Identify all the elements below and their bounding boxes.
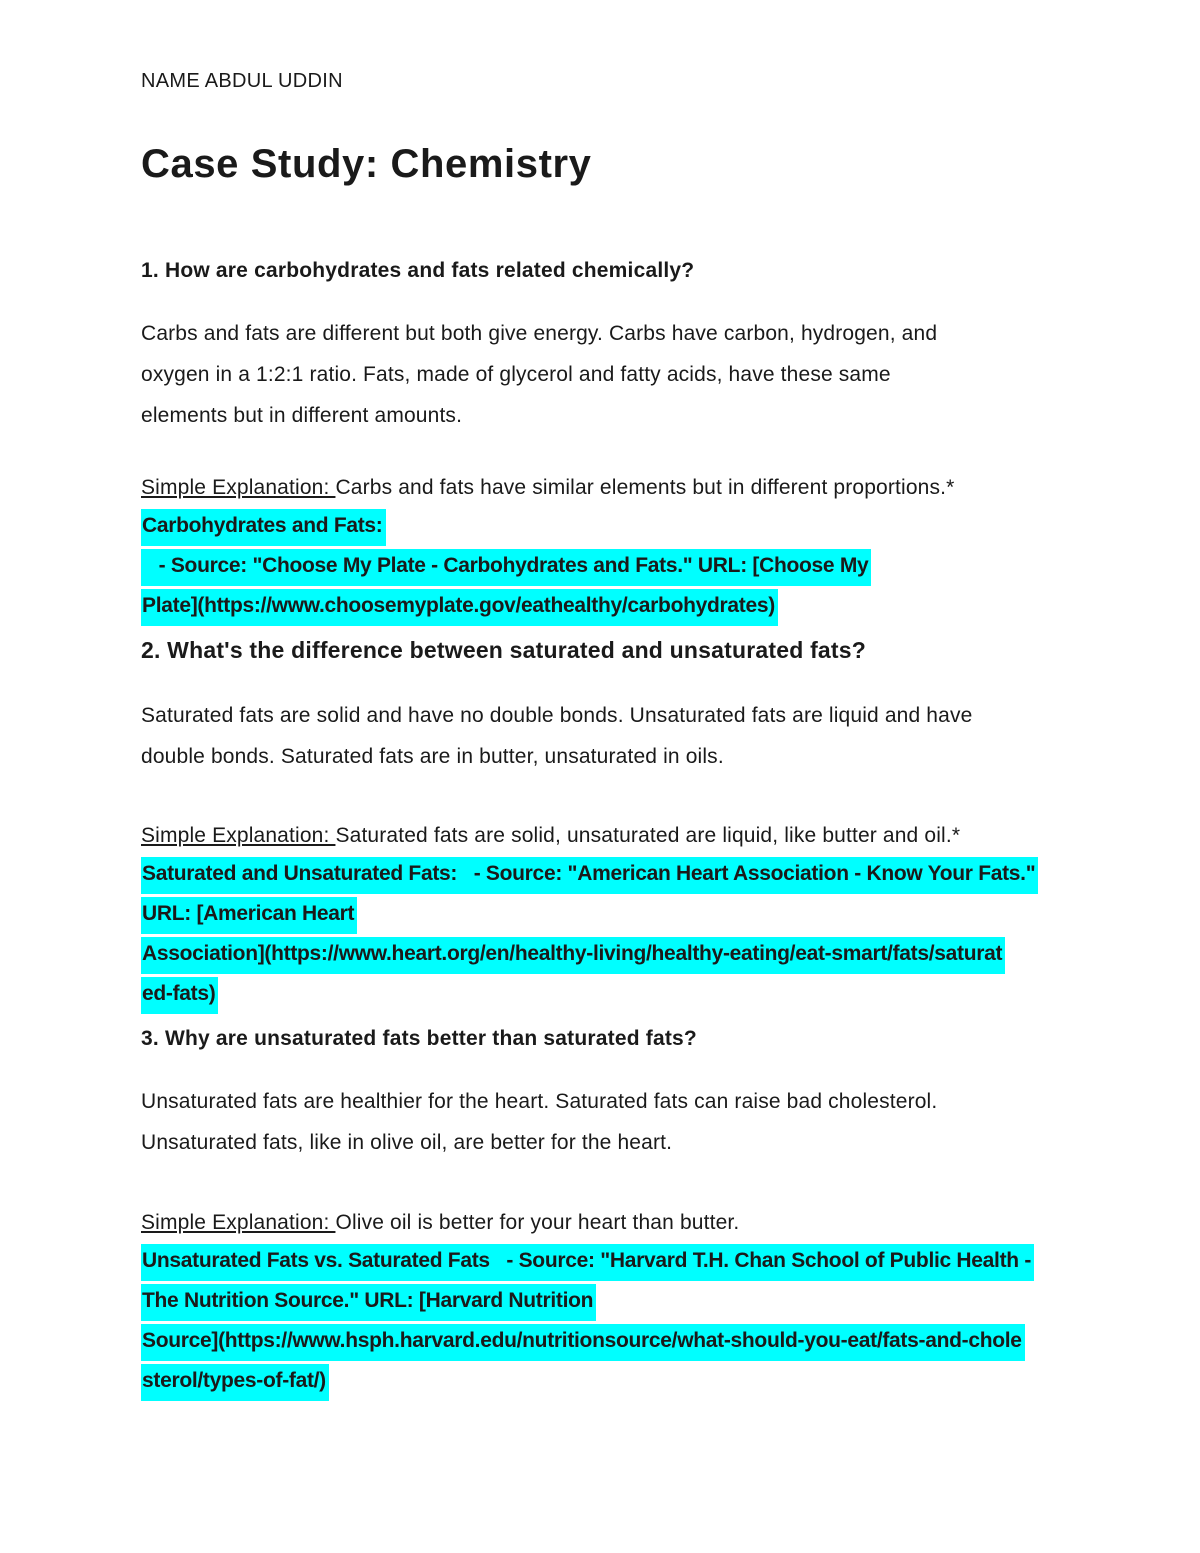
simple-explanation-label: Simple Explanation:: [141, 476, 336, 499]
question-1: 1. How are carbohydrates and fats related chemically?: [141, 259, 695, 282]
answer-3-line: Unsaturated fats are healthier for the heart. Saturated fats can raise bad cholesterol.: [141, 1090, 938, 1113]
source-2: [141, 857, 1038, 1017]
page-title: Case Study: Chemistry: [141, 142, 592, 186]
simple-explanation-label: Simple Explanation:: [141, 824, 336, 847]
source-line: - Source: "Choose My Plate - Carbohydrates and Fats." URL: [Choose My: [141, 549, 871, 586]
source-3: [141, 1244, 1034, 1404]
answer-1-line: Carbs and fats are different but both give energy. Carbs have carbon, hydrogen, and: [141, 322, 938, 345]
source-line: Unsaturated Fats vs. Saturated Fats - Source: "Harvard T.H. Chan School of Public Health -: [141, 1244, 1034, 1281]
simple-explanation-text: Saturated fats are solid, unsaturated are liquid, like butter and oil.*: [335, 824, 961, 847]
answer-3: [141, 1081, 937, 1163]
source-line: URL: [American Heart: [141, 897, 357, 934]
source-line: Plate](https://www.choosemyplate.gov/eathealthy/carbohydrates): [141, 589, 778, 626]
answer-2: [141, 695, 972, 777]
source-line: The Nutrition Source." URL: [Harvard Nutrition: [141, 1284, 596, 1321]
simple-explanation-text: Carbs and fats have similar elements but in different proportions.*: [335, 476, 955, 499]
source-line: Carbohydrates and Fats:: [141, 509, 386, 546]
answer-2-line: Saturated fats are solid and have no double bonds. Unsaturated fats are liquid and have: [141, 704, 973, 727]
simple-explanation-3: [141, 1202, 739, 1243]
answer-1-line: oxygen in a 1:2:1 ratio. Fats, made of glycerol and fatty acids, have these same: [141, 363, 891, 386]
question-2: 2. What's the difference between saturated and unsaturated fats?: [141, 637, 867, 663]
simple-explanation-1: [141, 467, 954, 508]
answer-1-line: elements but in different amounts.: [141, 404, 463, 427]
answer-1: [141, 313, 937, 436]
source-line: Source](https://www.hsph.harvard.edu/nutritionsource/what-should-you-eat/fats-and-chole: [141, 1324, 1025, 1361]
simple-explanation-text: Olive oil is better for your heart than butter.: [335, 1211, 740, 1234]
source-line: Association](https://www.heart.org/en/healthy-living/healthy-eating/eat-smart/fats/saturat: [141, 937, 1005, 974]
name-line: NAME ABDUL UDDIN: [141, 70, 343, 92]
answer-2-line: double bonds. Saturated fats are in butter, unsaturated in oils.: [141, 745, 724, 768]
source-line: Saturated and Unsaturated Fats: - Source: "American Heart Association - Know Your Fats.": [141, 857, 1038, 894]
source-line: sterol/types-of-fat/): [141, 1364, 329, 1401]
simple-explanation-label: Simple Explanation:: [141, 1211, 336, 1234]
source-1: [141, 509, 871, 629]
source-line: ed-fats): [141, 977, 218, 1014]
simple-explanation-2: [141, 815, 960, 856]
answer-3-line: Unsaturated fats, like in olive oil, are better for the heart.: [141, 1131, 673, 1154]
question-3: 3. Why are unsaturated fats better than saturated fats?: [141, 1027, 697, 1050]
